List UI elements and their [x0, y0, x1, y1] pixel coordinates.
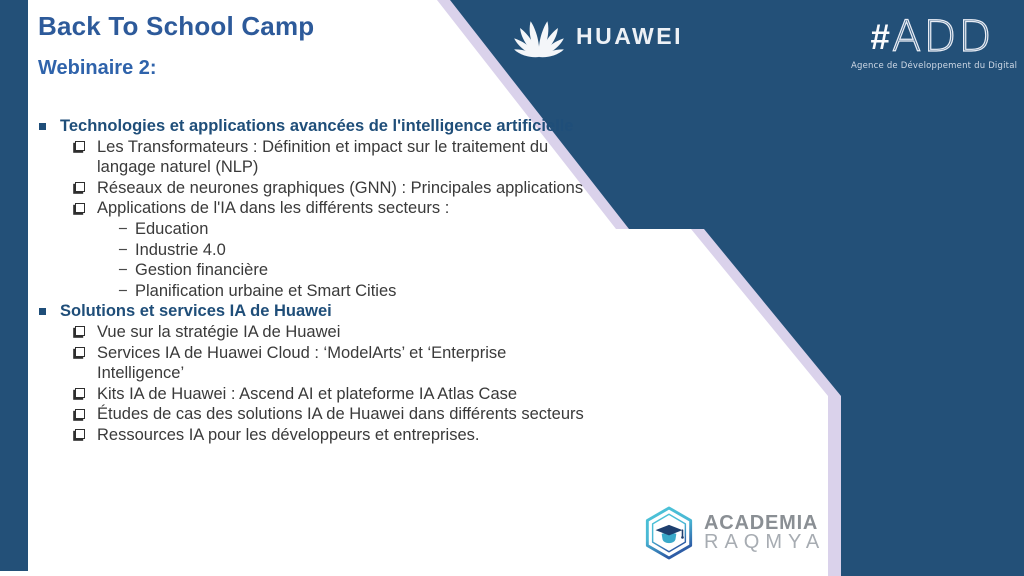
add-tagline: Agence de Développement du Digital — [851, 61, 1018, 71]
sub-bullet-item — [38, 219, 590, 240]
bullet-text: Education — [135, 219, 209, 238]
add-logo — [851, 12, 1018, 71]
bullet-text: Solutions et services IA de Huawei — [60, 302, 332, 321]
sub-bullet-item — [38, 137, 590, 178]
square-bullet-icon — [39, 123, 46, 130]
checkbox-bullet-icon — [75, 203, 85, 213]
sub-bullet-item — [38, 425, 590, 446]
huawei-logo — [511, 14, 683, 58]
bullet-text: Services IA de Huawei Cloud : ‘ModelArts’ et ‘Enterprise Intelligence’ — [97, 343, 507, 383]
bullet-text: Applications de l'IA dans les différents secteurs : — [97, 199, 450, 218]
bullet-text: Kits IA de Huawei : Ascend AI et plateforme IA Atlas Case — [97, 384, 518, 403]
bullet-list — [38, 116, 590, 446]
sub-bullet-item — [38, 260, 590, 281]
square-bullet-icon — [39, 308, 46, 315]
dash-bullet-icon: − — [118, 281, 128, 300]
bullet-text: Vue sur la stratégie IA de Huawei — [97, 322, 341, 341]
checkbox-bullet-icon — [75, 429, 85, 439]
checkbox-bullet-icon — [75, 347, 85, 357]
add-hash-glyph: # — [870, 18, 890, 57]
graduation-cap-hexagon-icon — [643, 504, 695, 562]
bullet-text: Études de cas des solutions IA de Huawei dans différents secteurs — [97, 405, 584, 424]
sub-bullet-item — [38, 240, 590, 261]
checkbox-bullet-icon — [75, 409, 85, 419]
huawei-flower-icon — [511, 14, 567, 58]
sub-bullet-item — [38, 384, 590, 405]
bullet-text: Réseaux de neurones graphiques (GNN) : Principales applications — [97, 178, 584, 197]
raqmya-wordmark: RAQMYA — [704, 531, 826, 553]
bullet-text: Planification urbaine et Smart Cities — [135, 281, 397, 300]
checkbox-bullet-icon — [75, 141, 85, 151]
bullet-item — [38, 116, 590, 137]
checkbox-bullet-icon — [75, 182, 85, 192]
bullet-text: Gestion financière — [135, 261, 268, 280]
left-edge-bar — [0, 0, 28, 571]
sub-bullet-item — [38, 343, 590, 384]
bullet-text: Technologies et applications avancées de l'intelligence artificielle — [60, 117, 574, 135]
sub-bullet-item — [38, 322, 590, 343]
checkbox-bullet-icon — [75, 326, 85, 336]
academia-wordmark: ACADEMIA — [704, 512, 819, 534]
add-wordmark: ADD — [891, 12, 994, 62]
bullet-text: Les Transformateurs : Définition et impact sur le traitement du langage naturel (NLP) — [97, 137, 549, 177]
checkbox-bullet-icon — [75, 388, 85, 398]
sub-bullet-item — [38, 404, 590, 425]
bullet-item — [38, 301, 590, 322]
bullet-text: Ressources IA pour les développeurs et entreprises. — [97, 425, 480, 444]
huawei-wordmark: HUAWEI — [576, 22, 683, 49]
page-title: Back To School Camp — [38, 11, 315, 41]
sub-bullet-item — [38, 281, 590, 302]
dash-bullet-icon: − — [118, 261, 128, 280]
dash-bullet-icon: − — [118, 240, 128, 259]
academia-raqmya-logo — [643, 504, 825, 562]
sub-bullet-item — [38, 198, 590, 219]
page-subtitle: Webinaire 2: — [38, 57, 157, 79]
bullet-text: Industrie 4.0 — [135, 240, 226, 259]
dash-bullet-icon: − — [118, 219, 128, 238]
sub-bullet-item — [38, 178, 590, 199]
